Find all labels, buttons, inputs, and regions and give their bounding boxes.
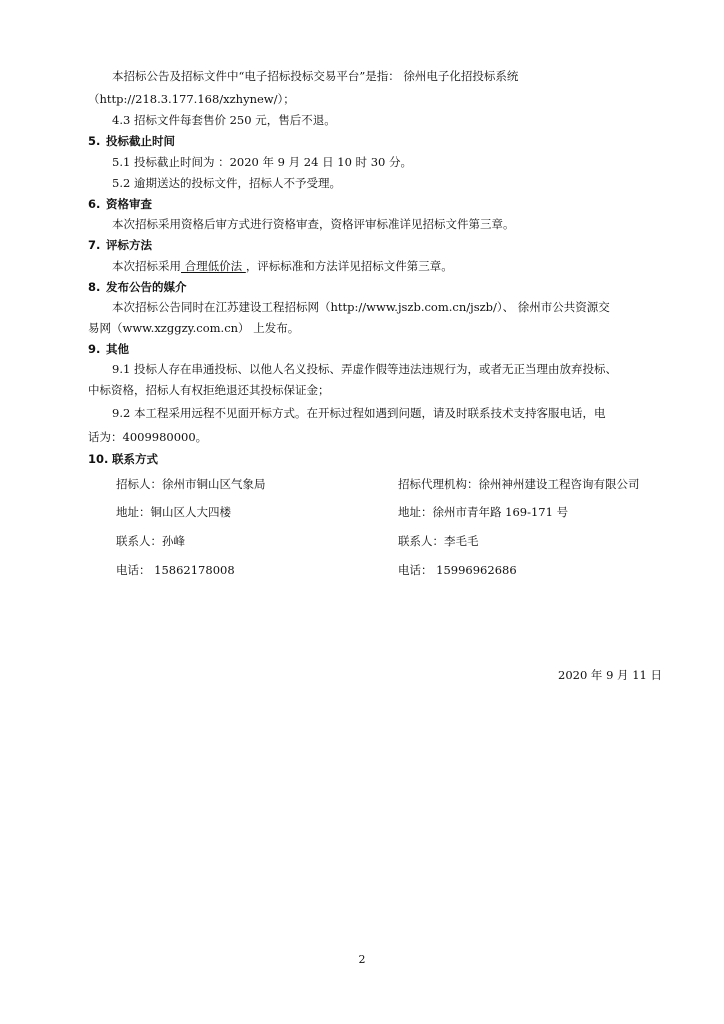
paragraph-document-price: 4.3 招标文件每套售价 250 元，售后不退。 [112,113,336,127]
paragraph-misconduct-line1: 9.1 投标人存在串通投标、以他人名义投标、弄虚作假等违法违规行为，或者无正当理由放弃投标、 [112,362,617,376]
paragraph-platform-line1: 本招标公告及招标文件中“电子招标投标交易平台”是指： 徐州电子化招投标系统 [112,69,519,83]
section-number: 7. [88,238,101,252]
paragraph-deadline: 5.1 投标截止时间为 ：2020 年 9 月 24 日 10 时 30 分。 [112,155,412,169]
evaluation-text-pre: 本次招标采用 [112,259,181,273]
paragraph-media-line2: 易网（www.xzggzy.com.cn） 上发布。 [88,321,300,335]
section-title: 评标方法 [106,238,152,252]
section-number: 8. [88,280,101,294]
evaluation-method-value: 合理低价法 [181,259,246,273]
paragraph-platform-line2: （http://218.3.177.168/xzhynew/）； [88,92,295,106]
section-number: 5. [88,134,101,148]
section-number: 9. [88,342,101,356]
contact-agency-org: 招标代理机构：徐州神州建设工程咨询有限公司 [398,477,640,491]
paragraph-remote-opening-line2: 话为：4009980000。 [88,430,208,444]
paragraph-misconduct-line2: 中标资格，招标人有权拒绝退还其投标保证金； [88,383,330,397]
section-heading-6 [88,196,152,212]
contact-tenderer-address: 地址：铜山区人大四楼 [116,505,231,519]
paragraph-late-submission: 5.2 逾期送达的投标文件，招标人不予受理。 [112,176,341,190]
paragraph-remote-opening-line1: 9.2 本工程采用远程不见面开标方式。在开标过程如遇到问题，请及时联系技术支持客服电话，电 [112,406,606,420]
section-heading-8 [88,279,187,295]
section-title: 其他 [106,342,129,356]
contact-tenderer-org: 招标人：徐州市铜山区气象局 [116,477,266,491]
section-title: 投标截止时间 [106,134,175,148]
contact-agency-address: 地址：徐州市青年路 169-171 号 [398,505,569,519]
contact-agency-phone: 电话： 15996962686 [398,563,517,577]
contact-tenderer-person: 联系人：孙峰 [116,534,185,548]
paragraph-qualification: 本次招标采用资格后审方式进行资格审查，资格评审标准详见招标文件第三章。 [112,217,515,231]
paragraph-evaluation-method [112,258,453,274]
section-heading-7 [88,237,152,253]
evaluation-text-post: ，评标标准和方法详见招标文件第三章。 [245,259,453,273]
section-heading-10 [88,451,158,467]
signature-date: 2020 年 9 月 11 日 [558,668,662,682]
contact-agency-person: 联系人：李毛毛 [398,534,479,548]
paragraph-media-line1: 本次招标公告同时在江苏建设工程招标网（http://www.jszb.com.cn/jszb/）、 徐州市公共资源交 [112,300,610,314]
contact-tenderer-phone: 电话： 15862178008 [116,563,235,577]
section-number: 6. [88,197,101,211]
section-title: 发布公告的媒介 [106,280,187,294]
section-number: 10. [88,452,109,466]
section-heading-5 [88,133,175,149]
section-title: 资格审查 [106,197,152,211]
section-title: 联系方式 [112,452,158,466]
page-number: 2 [358,953,366,966]
section-heading-9 [88,341,129,357]
